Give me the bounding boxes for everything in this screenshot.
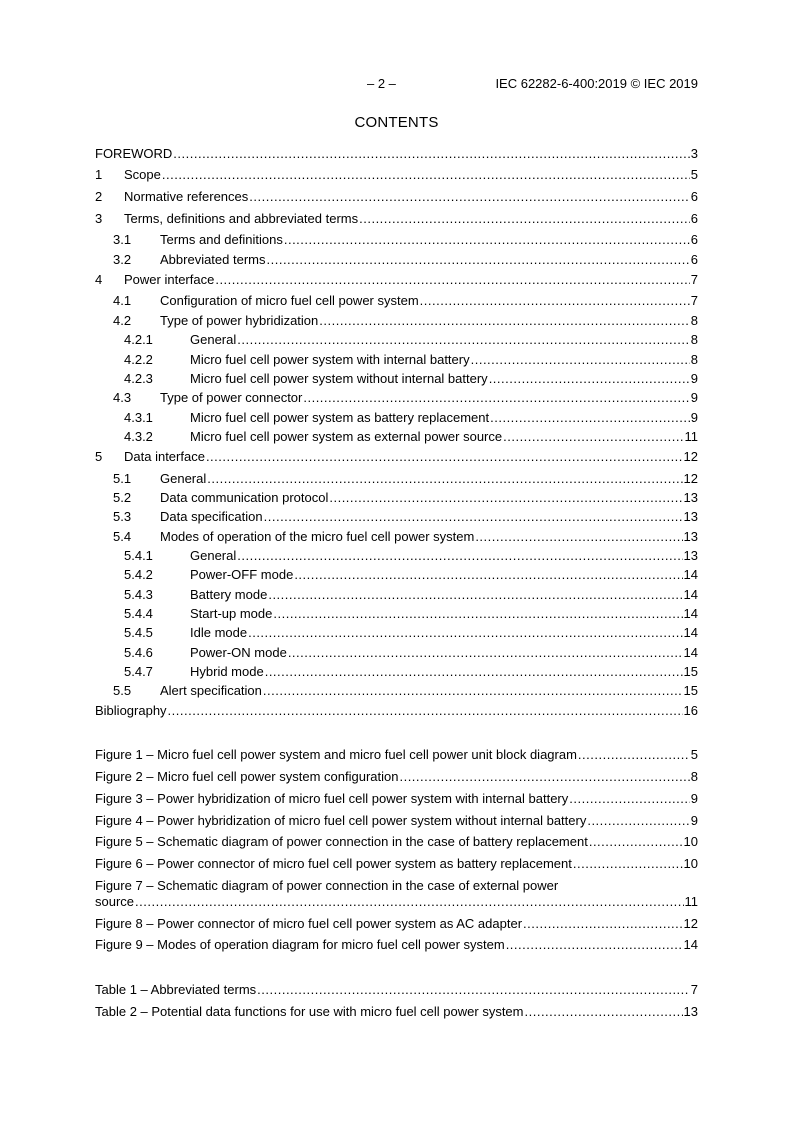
entry-title: Figure 6 – Power connector of micro fuel cell power system as battery replacement — [95, 856, 572, 871]
page-ref: 8 — [690, 769, 698, 784]
page-ref: 13 — [683, 490, 698, 505]
entry-title: Micro fuel cell power system without internal battery — [190, 371, 488, 386]
entry-title: Figure 7 – Schematic diagram of power connection in the case of external power — [95, 878, 559, 893]
section-number: 3.1 — [113, 232, 132, 247]
page-ref: 14 — [683, 587, 698, 602]
entry-title: Micro fuel cell power system with internal battery — [190, 352, 470, 367]
entry-line — [124, 167, 698, 183]
section-number: 5.4.2 — [124, 567, 153, 582]
entry-line — [160, 232, 698, 248]
entry-line — [160, 293, 698, 309]
page-ref: 14 — [683, 645, 698, 660]
entry-line — [95, 813, 698, 829]
entry-line — [124, 189, 698, 205]
entry-title: Type of power hybridization — [160, 313, 319, 328]
dot-leader — [359, 211, 690, 227]
page-ref: 13 — [683, 1004, 698, 1019]
entry-line — [160, 490, 698, 506]
toc-entry-5-4-3[interactable] — [95, 587, 698, 603]
dot-leader — [237, 548, 682, 564]
section-number: 5.4.7 — [124, 664, 153, 679]
page-ref: 7 — [690, 982, 698, 997]
dot-leader — [294, 567, 682, 583]
entry-title: Data communication protocol — [160, 490, 329, 505]
entry-line — [95, 834, 698, 850]
section-number: 4.1 — [113, 293, 132, 308]
section-number: 5.4.5 — [124, 625, 153, 640]
dot-leader — [523, 916, 683, 932]
entry-title: General — [190, 548, 237, 563]
section-number: 4 — [95, 272, 103, 287]
dot-leader — [525, 1004, 683, 1020]
entry-title: General — [190, 332, 237, 347]
page-ref: 6 — [690, 189, 698, 204]
page-ref: 8 — [690, 313, 698, 328]
toc-entry-5[interactable] — [95, 449, 698, 465]
page-ref: 6 — [690, 252, 698, 267]
entry-line — [190, 645, 698, 661]
dot-leader — [489, 371, 690, 387]
page-ref: 10 — [683, 834, 698, 849]
section-number: 4.3 — [113, 390, 132, 405]
dot-leader — [206, 449, 683, 465]
page-ref: 13 — [683, 509, 698, 524]
entry-title: Figure 4 – Power hybridization of micro fuel cell power system without internal battery — [95, 813, 587, 828]
toc-entry-5-4[interactable] — [95, 529, 698, 545]
page-ref: 8 — [690, 332, 698, 347]
page-ref: 12 — [683, 449, 698, 464]
entry-line — [124, 211, 698, 227]
entry-title: Power-OFF mode — [190, 567, 294, 582]
entry-line — [95, 747, 698, 763]
dot-leader — [135, 894, 683, 910]
entry-line — [190, 606, 698, 622]
toc-entry-foreword[interactable] — [95, 146, 698, 162]
figure-entry-1[interactable] — [95, 747, 698, 763]
dot-leader — [475, 529, 682, 545]
dot-leader — [267, 252, 690, 268]
dot-leader — [207, 471, 682, 487]
toc-entry-4-2-3[interactable] — [95, 371, 698, 387]
toc-entry-bibliography[interactable] — [95, 703, 698, 719]
dot-leader — [249, 189, 689, 205]
entry-line — [160, 509, 698, 525]
entry-line — [95, 703, 698, 719]
page-ref: 9 — [690, 813, 698, 828]
section-number: 5.4.1 — [124, 548, 153, 563]
entry-title: Figure 8 – Power connector of micro fuel cell power system as AC adapter — [95, 916, 523, 931]
page-ref: 9 — [690, 371, 698, 386]
page-ref: 12 — [683, 916, 698, 931]
entry-line — [95, 769, 698, 785]
entry-line — [160, 471, 698, 487]
page-ref: 9 — [690, 410, 698, 425]
section-number: 5.4 — [113, 529, 132, 544]
dot-leader — [168, 703, 683, 719]
section-number: 5.3 — [113, 509, 132, 524]
section-number: 4.3.1 — [124, 410, 153, 425]
entry-line — [95, 146, 698, 162]
entry-line — [95, 856, 698, 872]
entry-line — [190, 332, 698, 348]
dot-leader — [162, 167, 690, 183]
page-ref: 11 — [684, 429, 698, 444]
entry-title: Table 1 – Abbreviated terms — [95, 982, 257, 997]
page-ref: 15 — [683, 683, 698, 698]
document-reference: IEC 62282-6-400:2019 © IEC 2019 — [495, 76, 698, 91]
section-number: 4.2.2 — [124, 352, 153, 367]
entry-title: Configuration of micro fuel cell power system — [160, 293, 419, 308]
entry-title: Abbreviated terms — [160, 252, 266, 267]
toc-entry-4-1[interactable] — [95, 293, 698, 309]
dot-leader — [490, 410, 690, 426]
page-ref: 7 — [690, 293, 698, 308]
dot-leader — [319, 313, 690, 329]
toc-entry-3-2[interactable] — [95, 252, 698, 268]
toc-entry-3[interactable] — [95, 211, 698, 227]
page-ref: 10 — [683, 856, 698, 871]
page-ref: 13 — [683, 529, 698, 544]
entry-line — [190, 587, 698, 603]
section-number: 5.5 — [113, 683, 132, 698]
page-ref: 13 — [683, 548, 698, 563]
figure-entry-3[interactable] — [95, 791, 698, 807]
toc-entry-1[interactable] — [95, 167, 698, 183]
dot-leader — [288, 645, 683, 661]
entry-title: Normative references — [124, 189, 249, 204]
dot-leader — [257, 982, 690, 998]
figure-entry-9[interactable] — [95, 937, 698, 953]
toc-entry-5-4-1[interactable] — [95, 548, 698, 564]
dot-leader — [237, 332, 690, 348]
entry-title: Micro fuel cell power system as external power source — [190, 429, 503, 444]
dot-leader — [329, 490, 682, 506]
page-ref: 6 — [690, 232, 698, 247]
page-ref: 3 — [690, 146, 698, 161]
toc-entry-5-4-6[interactable] — [95, 645, 698, 661]
toc-entry-4-2[interactable] — [95, 313, 698, 329]
entry-line — [190, 548, 698, 564]
section-number: 5 — [95, 449, 103, 464]
page-title: CONTENTS — [354, 114, 439, 131]
page-ref: 14 — [683, 606, 698, 621]
entry-title: Figure 2 – Micro fuel cell power system configuration — [95, 769, 399, 784]
dot-leader — [503, 429, 683, 445]
toc-entry-4-3[interactable] — [95, 390, 698, 406]
page-number: – 2 – — [367, 76, 396, 91]
section-number: 3.2 — [113, 252, 132, 267]
dot-leader — [587, 813, 689, 829]
page-ref: 15 — [683, 664, 698, 679]
page-ref: 5 — [690, 747, 698, 762]
entry-title: Battery mode — [190, 587, 268, 602]
toc-entry-5-5[interactable] — [95, 683, 698, 699]
entry-line — [160, 313, 698, 329]
dot-leader — [273, 606, 682, 622]
entry-line — [190, 352, 698, 368]
entry-title: Data interface — [124, 449, 205, 464]
entry-title: Power interface — [124, 272, 215, 287]
section-number: 4.2.1 — [124, 332, 153, 347]
page-ref: 9 — [690, 390, 698, 405]
dot-leader — [303, 390, 689, 406]
entry-title: Scope — [124, 167, 161, 182]
entry-line — [160, 390, 698, 406]
section-number: 3 — [95, 211, 103, 226]
dot-leader — [578, 747, 690, 763]
entry-title: Figure 9 – Modes of operation diagram for micro fuel cell power system — [95, 937, 505, 952]
entry-line — [160, 683, 698, 699]
section-number: 5.2 — [113, 490, 132, 505]
entry-title: Power-ON mode — [190, 645, 287, 660]
toc-entry-5-4-7[interactable] — [95, 664, 698, 680]
figure-entry-5[interactable] — [95, 834, 698, 850]
page-ref: 14 — [683, 625, 698, 640]
entry-title: Table 2 – Potential data functions for use with micro fuel cell power system — [95, 1004, 524, 1019]
page-ref: 14 — [683, 937, 698, 952]
page-ref: 8 — [690, 352, 698, 367]
entry-title: Data specification — [160, 509, 263, 524]
dot-leader — [248, 625, 682, 641]
dot-leader — [265, 664, 683, 680]
toc-entry-4-2-1[interactable] — [95, 332, 698, 348]
toc-entry-3-1[interactable] — [95, 232, 698, 248]
figure-entry-6[interactable] — [95, 856, 698, 872]
page-ref: 5 — [690, 167, 698, 182]
page-ref: 16 — [683, 703, 698, 718]
entry-line — [95, 937, 698, 953]
section-number: 1 — [95, 167, 103, 182]
section-number: 4.2 — [113, 313, 132, 328]
toc-entry-5-1[interactable] — [95, 471, 698, 487]
entry-title: Type of power connector — [160, 390, 303, 405]
entry-title: Alert specification — [160, 683, 262, 698]
entry-title: General — [160, 471, 207, 486]
entry-title: Figure 1 – Micro fuel cell power system and micro fuel cell power unit block diagram — [95, 747, 577, 762]
table-entry-1[interactable] — [95, 982, 698, 998]
entry-title: Idle mode — [190, 625, 248, 640]
toc-entry-4[interactable] — [95, 272, 698, 288]
page-ref: 14 — [683, 567, 698, 582]
dot-leader — [573, 856, 683, 872]
dot-leader — [589, 834, 683, 850]
toc-entry-5-4-2[interactable] — [95, 567, 698, 583]
page-ref: 7 — [690, 272, 698, 287]
entry-line — [95, 1004, 698, 1020]
dot-leader — [215, 272, 689, 288]
toc-entry-4-2-2[interactable] — [95, 352, 698, 368]
entry-line — [95, 982, 698, 998]
toc-entry-2[interactable] — [95, 189, 698, 205]
page-ref: 12 — [683, 471, 698, 486]
page-ref: 9 — [690, 791, 698, 806]
section-number: 5.4.4 — [124, 606, 153, 621]
dot-leader — [569, 791, 690, 807]
entry-line — [190, 567, 698, 583]
dot-leader — [284, 232, 690, 248]
entry-title: Bibliography — [95, 703, 167, 718]
section-number: 2 — [95, 189, 103, 204]
section-number: 5.1 — [113, 471, 132, 486]
dot-leader — [173, 146, 689, 162]
section-number: 5.4.3 — [124, 587, 153, 602]
toc-entry-4-3-1[interactable] — [95, 410, 698, 426]
page-header — [95, 76, 698, 92]
toc-entry-5-4-5[interactable] — [95, 625, 698, 641]
dot-leader — [263, 683, 683, 699]
figure-entry-2[interactable] — [95, 769, 698, 785]
section-number: 5.4.6 — [124, 645, 153, 660]
entry-line — [95, 916, 698, 932]
table-entry-2[interactable] — [95, 1004, 698, 1020]
page-ref: 11 — [684, 894, 698, 909]
dot-leader — [399, 769, 689, 785]
entry-title: Hybrid mode — [190, 664, 264, 679]
entry-line — [190, 410, 698, 426]
dot-leader — [420, 293, 690, 309]
entry-line — [160, 252, 698, 268]
section-number: 4.2.3 — [124, 371, 153, 386]
entry-line — [160, 529, 698, 545]
entry-line — [190, 664, 698, 680]
section-number: 4.3.2 — [124, 429, 153, 444]
entry-title: Micro fuel cell power system as battery replacement — [190, 410, 490, 425]
entry-line — [124, 272, 698, 288]
entry-line — [95, 894, 698, 910]
dot-leader — [506, 937, 683, 953]
entry-line — [95, 791, 698, 807]
entry-title: Figure 5 – Schematic diagram of power connection in the case of battery replacement — [95, 834, 588, 849]
toc-entry-4-3-2[interactable] — [95, 429, 698, 445]
entry-line — [190, 625, 698, 641]
figure-entry-4[interactable] — [95, 813, 698, 829]
page-ref: 6 — [690, 211, 698, 226]
entry-line — [190, 429, 698, 445]
entry-title: Terms, definitions and abbreviated terms — [124, 211, 359, 226]
dot-leader — [264, 509, 683, 525]
entry-title: Terms and definitions — [160, 232, 283, 247]
dot-leader — [471, 352, 690, 368]
toc-entry-5-3[interactable] — [95, 509, 698, 525]
entry-title: Modes of operation of the micro fuel cell power system — [160, 529, 475, 544]
entry-title: source — [95, 894, 135, 909]
dot-leader — [268, 587, 682, 603]
entry-line — [190, 371, 698, 387]
toc-entry-5-4-4[interactable] — [95, 606, 698, 622]
figure-entry-7[interactable] — [95, 878, 698, 910]
toc-entry-5-2[interactable] — [95, 490, 698, 506]
entry-title: Start-up mode — [190, 606, 273, 621]
entry-title: Figure 3 – Power hybridization of micro fuel cell power system with internal battery — [95, 791, 569, 806]
figure-entry-8[interactable] — [95, 916, 698, 932]
entry-line — [124, 449, 698, 465]
entry-title: FOREWORD — [95, 146, 173, 161]
